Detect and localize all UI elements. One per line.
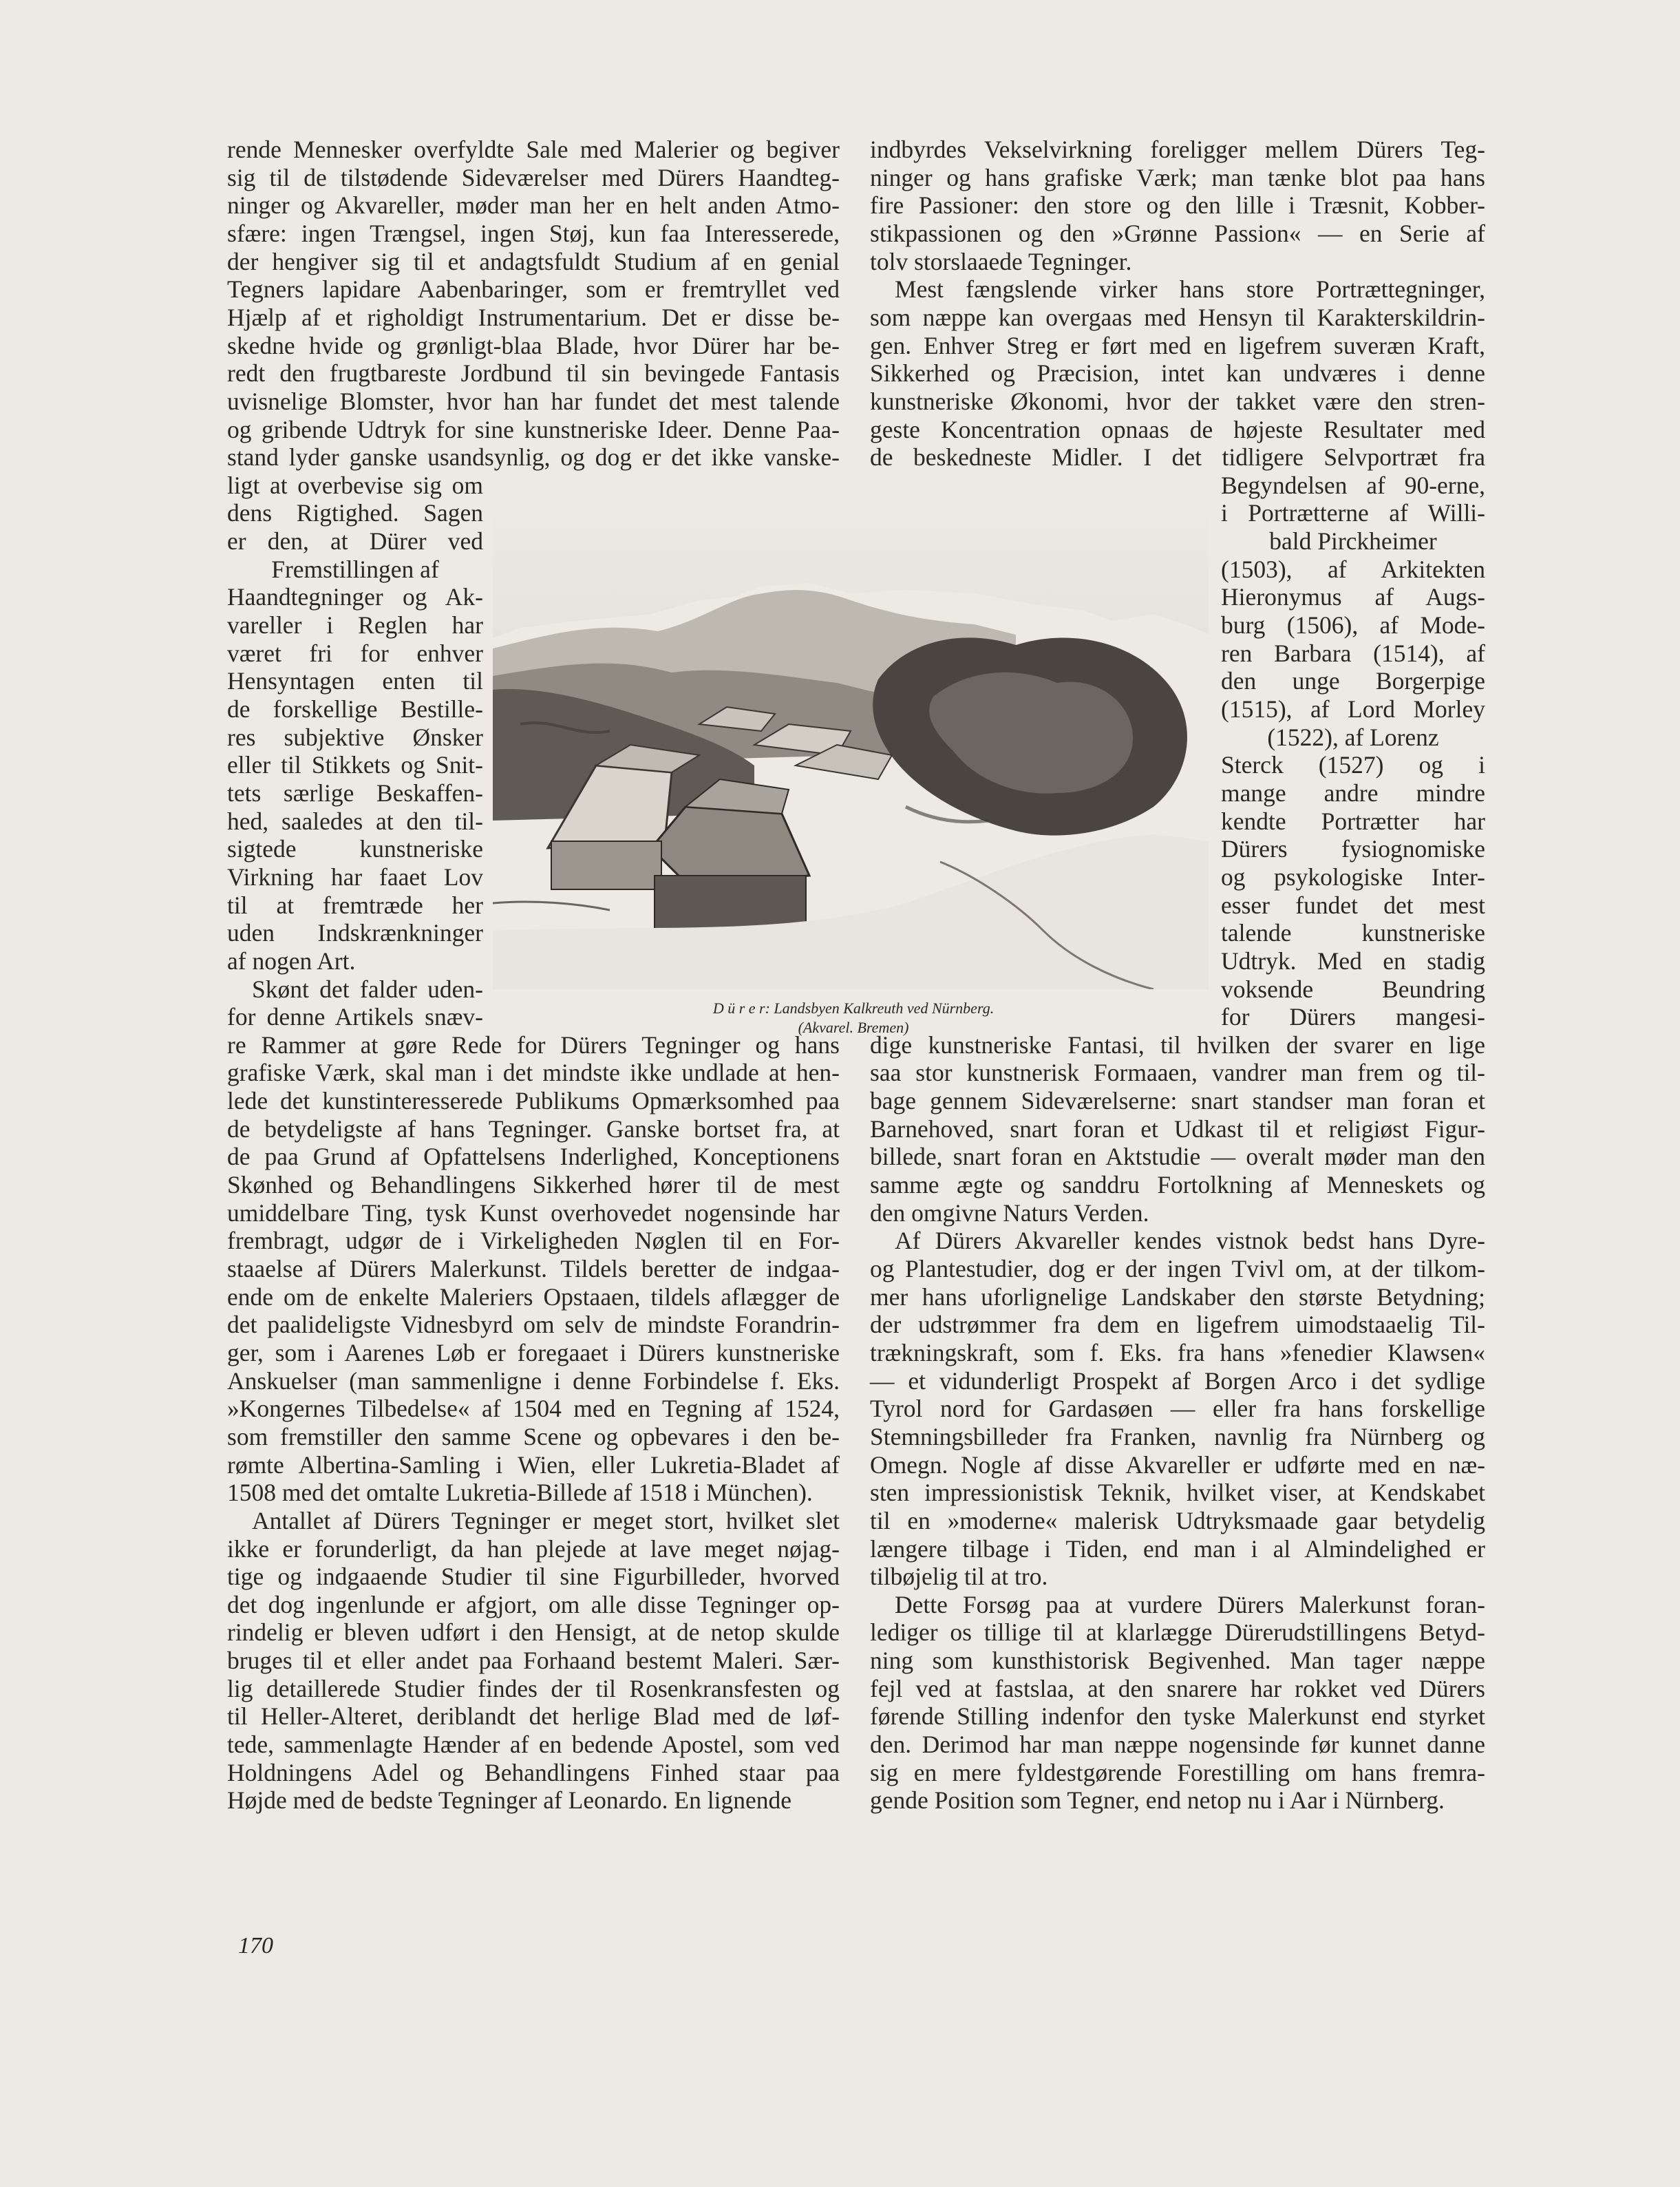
text-line: bruges til et eller andet paa Forhaand bestemt Maleri. Sær-: [227, 1647, 840, 1674]
text-line: Hjælp af et righoldigt Instrumentarium. Det er disse be-: [227, 304, 840, 331]
text-line: saa stor kunstnerisk Formaaen, vandrer man frem og til-: [870, 1059, 1485, 1086]
text-line: længere tilbage i Tiden, end man i al Almindelighed er: [870, 1535, 1485, 1563]
text-line: fire Passioner: den store og den lille i Træsnit, Kobber-: [870, 191, 1485, 219]
text-line: i Portrætterne af Willi-: [1221, 499, 1485, 527]
text-line: dige kunstneriske Fantasi, til hvilken der svarer en lige: [870, 1031, 1485, 1059]
text-line: Barnehoved, snart foran et Udkast til et religiøst Figur-: [870, 1115, 1485, 1143]
text-line: de beskedneste Midler. I det tidligere Selvportræt fra: [870, 443, 1485, 471]
text-line: tige og indgaaende Studier til sine Figurbilleder, hvorved: [227, 1563, 840, 1590]
text-line: Begyndelsen af 90-erne,: [1221, 472, 1485, 499]
text-line: Dette Forsøg paa at vurdere Dürers Malerkunst foran-: [895, 1591, 1485, 1618]
text-line: Antallet af Dürers Tegninger er meget stort, hvilket slet: [252, 1507, 840, 1534]
text-line: bald Pirckheimer: [1269, 527, 1437, 555]
text-line: som næppe kan overgaas med Hensyn til Karakterskildrin-: [870, 304, 1485, 331]
text-line: tolv storslaaede Tegninger.: [870, 248, 1132, 275]
text-line: burg (1506), af Mode-: [1221, 611, 1485, 639]
text-line: ninger og Akvareller, møder man her en helt anden Atmo-: [227, 191, 840, 219]
text-line: (1522), af Lorenz: [1267, 723, 1439, 751]
text-line: uvisnelige Blomster, hvor han har fundet det mest talende: [227, 388, 840, 415]
text-line: Fremstillingen af: [271, 556, 439, 583]
text-line: til at fremtræde her: [227, 891, 483, 919]
text-line: tede, sammenlagte Hænder af en bedende Apostel, som ved: [227, 1731, 840, 1758]
text-line: Dürers fysiognomiske: [1221, 835, 1485, 863]
text-line: tets særlige Beskaffen-: [227, 779, 483, 807]
text-line: og psykologiske Inter-: [1221, 863, 1485, 891]
text-line: Holdningens Adel og Behandlingens Finhed staar paa: [227, 1759, 840, 1786]
text-line: sfære: ingen Trængsel, ingen Støj, kun faa Interesserede,: [227, 220, 840, 247]
text-line: der udstrømmer fra dem en ligefrem uimodstaaelig Til-: [870, 1311, 1485, 1338]
text-line: til en »moderne« malerisk Udtryksmaade gaar betydelig: [870, 1507, 1485, 1534]
text-line: rindelig er bleven udført i den Hensigt, at de netop skulde: [227, 1618, 840, 1646]
text-line: Haandtegninger og Ak-: [227, 583, 483, 611]
text-line: frembragt, udgør de i Virkeligheden Nøglen til en For-: [227, 1227, 840, 1254]
watercolor-landscape-image: [493, 518, 1209, 989]
text-line: det dog ingenlunde er afgjort, om alle disse Tegninger op-: [227, 1591, 840, 1618]
text-line: grafiske Værk, skal man i det mindste ikke undlade at hen-: [227, 1059, 840, 1086]
text-line: esser fundet det mest: [1221, 891, 1485, 919]
text-line: de forskellige Bestille-: [227, 695, 483, 723]
text-line: og Plantestudier, dog er der ingen Tvivl om, at der tilkom-: [870, 1255, 1485, 1282]
text-line: sigtede kunstneriske: [227, 835, 483, 863]
text-line: dens Rigtighed. Sagen: [227, 499, 483, 527]
text-line: (1503), af Arkitekten: [1221, 556, 1485, 583]
text-line: der hengiver sig til et andagtsfuldt Studium af en genial: [227, 248, 840, 275]
text-line: sig en mere fyldestgørende Forestilling om hans fremra-: [870, 1759, 1485, 1786]
text-line: den unge Borgerpige: [1221, 667, 1485, 695]
text-line: »Kongernes Tilbedelse« af 1504 med en Tegning af 1524,: [227, 1395, 840, 1422]
text-line: Sikkerhed og Præcision, intet kan undværes i denne: [870, 359, 1485, 387]
text-line: Mest fængslende virker hans store Portrættegninger,: [895, 275, 1485, 303]
text-line: Skønt det falder uden-: [252, 975, 483, 1003]
text-line: umiddelbare Ting, tysk Kunst overhovedet nogensinde har: [227, 1199, 840, 1227]
text-line: mer hans uforlignelige Landskaber den største Betydning;: [870, 1283, 1485, 1311]
text-line: Anskuelser (man sammenligne i denne Forbindelse f. Eks.: [227, 1367, 840, 1395]
text-line: indbyrdes Vekselvirkning foreligger mellem Dürers Teg-: [870, 136, 1485, 163]
text-line: Virkning har faaet Lov: [227, 863, 483, 891]
text-line: rømte Albertina-Samling i Wien, eller Lukretia-Bladet af: [227, 1451, 840, 1479]
text-line: Højde med de bedste Tegninger af Leonardo. En lignende: [227, 1786, 791, 1814]
text-line: samme ægte og sanddru Fortolkning af Menneskets og: [870, 1171, 1485, 1198]
text-line: ger, som i Aarenes Løb er foregaaet i Dürers kunstneriske: [227, 1339, 840, 1366]
text-line: ikke er forunderligt, da han plejede at lave meget nøjag-: [227, 1535, 840, 1563]
text-line: Af Dürers Akvareller kendes vistnok bedst hans Dyre-: [895, 1227, 1485, 1254]
text-line: den omgivne Naturs Verden.: [870, 1199, 1149, 1227]
text-line: uden Indskrænkninger: [227, 919, 483, 947]
text-line: sig til de tilstødende Sideværelser med Dürers Haandteg-: [227, 164, 840, 191]
text-line: Skønhed og Behandlingens Sikkerhed hører til de mest: [227, 1171, 840, 1198]
text-line: talende kunstneriske: [1221, 919, 1485, 947]
text-line: lig detaillerede Studier findes der til Rosenkransfesten og: [227, 1675, 840, 1702]
text-line: Tyrol nord for Gardasøen — eller fra hans forskellige: [870, 1395, 1485, 1422]
text-line: stand lyder ganske usandsynlig, og dog er det ikke vanske-: [227, 443, 840, 471]
text-line: ren Barbara (1514), af: [1221, 640, 1485, 667]
text-line: stikpassionen og den »Grønne Passion« — en Serie af: [870, 220, 1485, 247]
text-line: res subjektive Ønsker: [227, 723, 483, 751]
figure-caption-source: (Akvarel. Bremen): [798, 1019, 909, 1036]
text-line: ligt at overbevise sig om: [227, 472, 483, 499]
text-line: lediger os tillige til at klarlægge Dürerudstillingens Betyd-: [870, 1618, 1485, 1646]
text-line: ninger og hans grafiske Værk; man tænke blot paa hans: [870, 164, 1485, 191]
text-line: bage gennem Sideværelserne: snart standser man foran et: [870, 1087, 1485, 1114]
text-line: — et vidunderligt Prospekt af Borgen Arco i det sydlige: [870, 1367, 1485, 1395]
text-line: ning som kunsthistorisk Begivenhed. Man tager næppe: [870, 1647, 1485, 1674]
text-line: fejl ved at fastslaa, at den snarere har rokket ved Dürers: [870, 1675, 1485, 1702]
text-line: rende Mennesker overfyldte Sale med Malerier og begiver: [227, 136, 840, 163]
text-line: Tegners lapidare Aabenbaringer, som er fremtryllet ved: [227, 275, 840, 303]
text-line: Hieronymus af Augs-: [1221, 583, 1485, 611]
text-line: de betydeligste af hans Tegninger. Ganske bortset fra, at: [227, 1115, 840, 1143]
text-line: er den, at Dürer ved: [227, 527, 483, 555]
text-line: Udtryk. Med en stadig: [1221, 947, 1485, 975]
text-line: eller til Stikkets og Snit-: [227, 751, 483, 779]
text-line: de paa Grund af Opfattelsens Inderlighed, Konceptionens: [227, 1143, 840, 1170]
text-line: og gribende Udtryk for sine kunstneriske Ideer. Denne Paa-: [227, 416, 840, 443]
text-line: mange andre mindre: [1221, 779, 1485, 807]
text-line: tilbøjelig til at tro.: [870, 1563, 1048, 1590]
text-line: (1515), af Lord Morley: [1221, 695, 1485, 723]
text-line: været fri for enhver: [227, 640, 483, 667]
text-line: for denne Artikels snæv-: [227, 1003, 483, 1031]
figure-caption-title: D ü r e r: Landsbyen Kalkreuth ved Nürnberg.: [712, 1000, 995, 1017]
text-line: den. Derimod har man næppe nogensinde før kunnet danne: [870, 1731, 1485, 1758]
text-line: kendte Portrætter har: [1221, 807, 1485, 835]
text-line: Sterck (1527) og i: [1221, 751, 1485, 779]
text-line: til Heller-Alteret, deriblandt det herlige Blad med de løf-: [227, 1702, 840, 1730]
text-line: førende Stilling indenfor den tyske Malerkunst end styrket: [870, 1702, 1485, 1730]
text-line: voksende Beundring: [1221, 975, 1485, 1003]
text-line: ende om de enkelte Maleriers Opstaaen, tildels aflægger de: [227, 1283, 840, 1311]
page-number: 170: [238, 1933, 273, 1958]
text-line: vareller i Reglen har: [227, 611, 483, 639]
text-line: gende Position som Tegner, end netop nu i Aar i Nürnberg.: [870, 1786, 1445, 1814]
text-line: trækningskraft, som f. Eks. fra hans »fenedier Klawsen«: [870, 1339, 1485, 1366]
text-line: som fremstiller den samme Scene og opbevares i den be-: [227, 1423, 840, 1450]
text-line: gen. Enhver Streg er ført med en ligefrem suveræn Kraft,: [870, 332, 1485, 359]
text-line: det paalideligste Vidnesbyrd om selv de mindste Forandrin-: [227, 1311, 840, 1338]
text-line: sten impressionistisk Teknik, hvilket viser, at Kendskabet: [870, 1479, 1485, 1506]
text-line: Hensyntagen enten til: [227, 667, 483, 695]
text-line: geste Koncentration opnaas de højeste Resultater med: [870, 416, 1485, 443]
text-line: billede, snart foran en Aktstudie — overalt møder man den: [870, 1143, 1485, 1170]
text-line: staaelse af Dürers Malerkunst. Tildels beretter de indgaa-: [227, 1255, 840, 1282]
text-line: lede det kunstinteresserede Publikums Opmærksomhed paa: [227, 1087, 840, 1114]
text-line: skedne hvide og grønligt-blaa Blade, hvor Dürer har be-: [227, 332, 840, 359]
text-line: Stemningsbilleder fra Franken, navnlig fra Nürnberg og: [870, 1423, 1485, 1450]
text-line: re Rammer at gøre Rede for Dürers Tegninger og hans: [227, 1031, 840, 1059]
text-line: kunstneriske Økonomi, hvor der takket være den stren-: [870, 388, 1485, 415]
text-line: for Dürers mangesi-: [1221, 1003, 1485, 1031]
text-line: redt den frugtbareste Jordbund til sin bevingede Fantasis: [227, 359, 840, 387]
text-line: 1508 med det omtalte Lukretia-Billede af 1518 i München).: [227, 1479, 813, 1506]
text-line: Omegn. Nogle af disse Akvareller er udførte med en næ-: [870, 1451, 1485, 1479]
text-line: af nogen Art.: [227, 947, 356, 975]
text-line: hed, saaledes at den til-: [227, 807, 483, 835]
